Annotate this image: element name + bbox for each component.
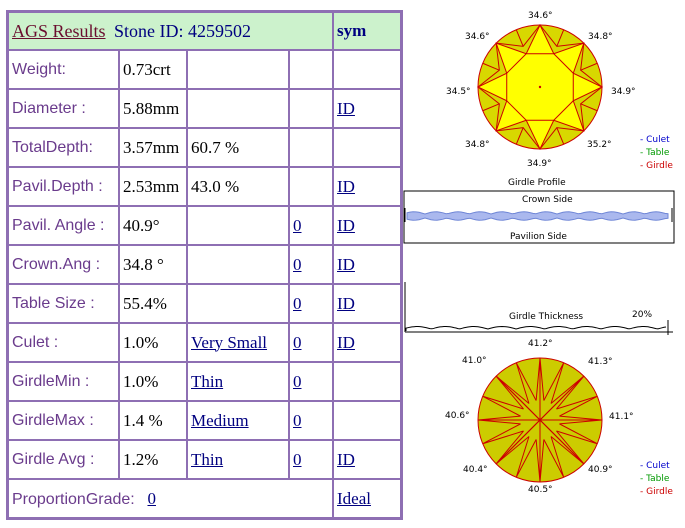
pavil-angle-v1-value: 40.9° [123, 215, 160, 235]
pavilion-angle-bottom-right: 40.9° [588, 465, 613, 475]
weight-v1-value: 0.73crt [123, 59, 171, 79]
legend-top [640, 134, 673, 173]
diameter-label: Diameter : [12, 99, 86, 117]
diameter-v3-cell [289, 89, 333, 128]
pavil-depth-v1-value: 2.53mm [123, 176, 180, 196]
crown-angle-bottom: 34.9° [527, 159, 552, 169]
pavilion-angle-top-left: 41.0° [462, 356, 487, 366]
table-size-label-cell [8, 284, 119, 323]
culet-v2-cell [187, 323, 289, 362]
culet-v3-cell [289, 323, 333, 362]
girdlemax-v3-link[interactable]: 0 [293, 410, 302, 430]
girdlemin-v2-link[interactable]: Thin [191, 371, 224, 391]
girdle-avg-v1-cell [119, 440, 187, 479]
legend-culet-bottom: - Culet [640, 461, 670, 471]
girdle-thickness-label: Girdle Thickness [509, 312, 584, 322]
proportion-grade-cell [333, 479, 401, 518]
ideal-grade-link[interactable]: Ideal [337, 488, 371, 508]
pavilion-diagram [475, 355, 605, 485]
table-size-v3-link[interactable]: 0 [293, 293, 302, 313]
diameter-v2-cell [187, 89, 289, 128]
row-culet [8, 323, 401, 362]
girdle-avg-label-cell [8, 440, 119, 479]
diameter-v4-link[interactable]: ID [337, 98, 355, 118]
pavil-angle-v3-cell [289, 206, 333, 245]
totaldepth-label: TotalDepth: [12, 138, 93, 156]
culet-v2-link[interactable]: Very Small [191, 332, 268, 352]
girdle-avg-v3-link[interactable]: 0 [293, 449, 302, 469]
pavilion-angle-top-right: 41.3° [588, 357, 613, 367]
pavil-angle-v2-cell [187, 206, 289, 245]
culet-v1-cell [119, 323, 187, 362]
pavilion-angle-bottom-left: 40.4° [463, 465, 488, 475]
results-table [6, 10, 403, 520]
pavil-angle-v4-cell [333, 206, 401, 245]
stone-id: Stone ID: 4259502 [114, 20, 252, 41]
pavilion-angle-top: 41.2° [528, 339, 553, 349]
pavil-angle-v4-link[interactable]: ID [337, 215, 355, 235]
crown-angle-left: 34.5° [446, 87, 471, 97]
girdlemax-v1-value: 1.4 % [123, 410, 163, 430]
girdlemax-v2-link[interactable]: Medium [191, 410, 249, 430]
row-weight [8, 50, 401, 89]
girdle-avg-v1-value: 1.2% [123, 449, 159, 469]
girdle-percent-label: 20% [632, 310, 653, 320]
girdle-avg-v2-link[interactable]: Thin [191, 449, 224, 469]
weight-v1-cell [119, 50, 187, 89]
pavil-angle-label-cell [8, 206, 119, 245]
girdlemin-v3-cell [289, 362, 333, 401]
pavil-angle-v1-cell [119, 206, 187, 245]
crown-angle-top: 34.6° [528, 11, 553, 21]
girdle-avg-v2-cell [187, 440, 289, 479]
row-totaldepth [8, 128, 401, 167]
crown-angle-right: 34.9° [611, 87, 636, 97]
crown-angle-bottom-left: 34.8° [465, 140, 490, 150]
row-pavil-angle [8, 206, 401, 245]
girdle-avg-v4-link[interactable]: ID [337, 449, 355, 469]
legend-culet: - Culet [640, 135, 670, 145]
sym-cell [333, 12, 401, 50]
pavil-depth-label-cell [8, 167, 119, 206]
legend-table: - Table [640, 148, 670, 158]
table-size-v4-link[interactable]: ID [337, 293, 355, 313]
row-proportion-grade [8, 479, 401, 518]
girdle-profile-title: Girdle Profile [508, 178, 566, 188]
girdlemax-v2-cell [187, 401, 289, 440]
header-row [8, 12, 401, 50]
table-size-v1-value: 55.4% [123, 293, 167, 313]
diameter-label-cell [8, 89, 119, 128]
row-table-size [8, 284, 401, 323]
crown-ang-v1-value: 34.8 ° [123, 254, 164, 274]
pavil-depth-v3-cell [289, 167, 333, 206]
pavil-depth-v4-cell [333, 167, 401, 206]
totaldepth-v4-cell [333, 128, 401, 167]
crown-ang-v2-cell [187, 245, 289, 284]
pavil-depth-v2-value: 43.0 % [191, 176, 240, 196]
table-size-v4-cell [333, 284, 401, 323]
pavil-depth-v1-cell [119, 167, 187, 206]
crown-side-label: Crown Side [522, 195, 573, 205]
culet-label-cell [8, 323, 119, 362]
girdle-avg-v3-cell [289, 440, 333, 479]
culet-v4-link[interactable]: ID [337, 332, 355, 352]
culet-v3-link[interactable]: 0 [293, 332, 302, 352]
girdlemin-v4-cell [333, 362, 401, 401]
row-girdlemax [8, 401, 401, 440]
crown-angle-top-right: 34.8° [588, 32, 613, 42]
crown-ang-v4-link[interactable]: ID [337, 254, 355, 274]
row-diameter [8, 89, 401, 128]
crown-ang-v4-cell [333, 245, 401, 284]
culet-v4-cell [333, 323, 401, 362]
table-size-label: Table Size : [12, 294, 95, 312]
crown-ang-v3-link[interactable]: 0 [293, 254, 302, 274]
weight-label: Weight: [12, 60, 66, 78]
totaldepth-v3-cell [289, 128, 333, 167]
pavil-angle-v3-link[interactable]: 0 [293, 215, 302, 235]
legend-girdle-bottom: - Girdle [640, 487, 673, 497]
legend-bottom [640, 460, 673, 499]
crown-ang-v3-cell [289, 245, 333, 284]
crown-angle-bottom-right: 35.2° [587, 140, 612, 150]
totaldepth-v2-value: 60.7 % [191, 137, 240, 157]
legend-table-bottom: - Table [640, 474, 670, 484]
row-crown-ang [8, 245, 401, 284]
row-pavil-depth [8, 167, 401, 206]
weight-label-cell [8, 50, 119, 89]
girdlemin-label: GirdleMin : [12, 372, 90, 390]
girdlemax-v3-cell [289, 401, 333, 440]
girdlemin-v1-cell [119, 362, 187, 401]
header-title-cell [8, 12, 333, 50]
totaldepth-v1-cell [119, 128, 187, 167]
girdlemax-label-cell [8, 401, 119, 440]
totaldepth-v2-cell [187, 128, 289, 167]
pavilion-angle-bottom: 40.5° [528, 485, 553, 495]
girdle-avg-label: Girdle Avg : [12, 450, 95, 468]
row-girdlemin [8, 362, 401, 401]
girdlemax-v4-cell [333, 401, 401, 440]
weight-v2-cell [187, 50, 289, 89]
pavilion-side-label: Pavilion Side [510, 232, 567, 242]
culet-dot [539, 86, 541, 88]
diameter-v1-value: 5.88mm [123, 98, 180, 118]
weight-v4-cell [333, 50, 401, 89]
pavil-depth-v4-link[interactable]: ID [337, 176, 355, 196]
sym-label: sym [337, 21, 367, 40]
crown-ang-label-cell [8, 245, 119, 284]
legend-girdle: - Girdle [640, 161, 673, 171]
girdlemin-label-cell [8, 362, 119, 401]
girdlemin-v1-value: 1.0% [123, 371, 159, 391]
pavil-depth-label: Pavil.Depth : [12, 177, 103, 195]
crown-ang-v1-cell [119, 245, 187, 284]
diameter-v4-cell [333, 89, 401, 128]
pavilion-angle-left: 40.6° [445, 411, 470, 421]
crown-angle-top-left: 34.6° [465, 32, 490, 42]
table-size-v1-cell [119, 284, 187, 323]
proportion-grade-value-link[interactable]: 0 [147, 488, 156, 508]
pavil-angle-label: Pavil. Angle : [12, 216, 105, 234]
girdle-avg-v4-cell [333, 440, 401, 479]
girdlemax-v1-cell [119, 401, 187, 440]
girdlemax-label: GirdleMax : [12, 411, 94, 429]
diameter-v1-cell [119, 89, 187, 128]
proportion-grade-label: ProportionGrade: [12, 490, 135, 508]
ags-results-title: AGS Results [12, 20, 106, 41]
weight-v3-cell [289, 50, 333, 89]
girdlemin-v3-link[interactable]: 0 [293, 371, 302, 391]
pavil-depth-v2-cell [187, 167, 289, 206]
pavilion-angle-right: 41.1° [609, 412, 634, 422]
totaldepth-label-cell [8, 128, 119, 167]
row-girdle-avg [8, 440, 401, 479]
girdlemin-v2-cell [187, 362, 289, 401]
proportion-cell [8, 479, 333, 518]
totaldepth-v1-value: 3.57mm [123, 137, 180, 157]
crown-ang-label: Crown.Ang : [12, 255, 101, 273]
culet-label: Culet : [12, 333, 59, 351]
table-size-v3-cell [289, 284, 333, 323]
culet-v1-value: 1.0% [123, 332, 159, 352]
table-size-v2-cell [187, 284, 289, 323]
